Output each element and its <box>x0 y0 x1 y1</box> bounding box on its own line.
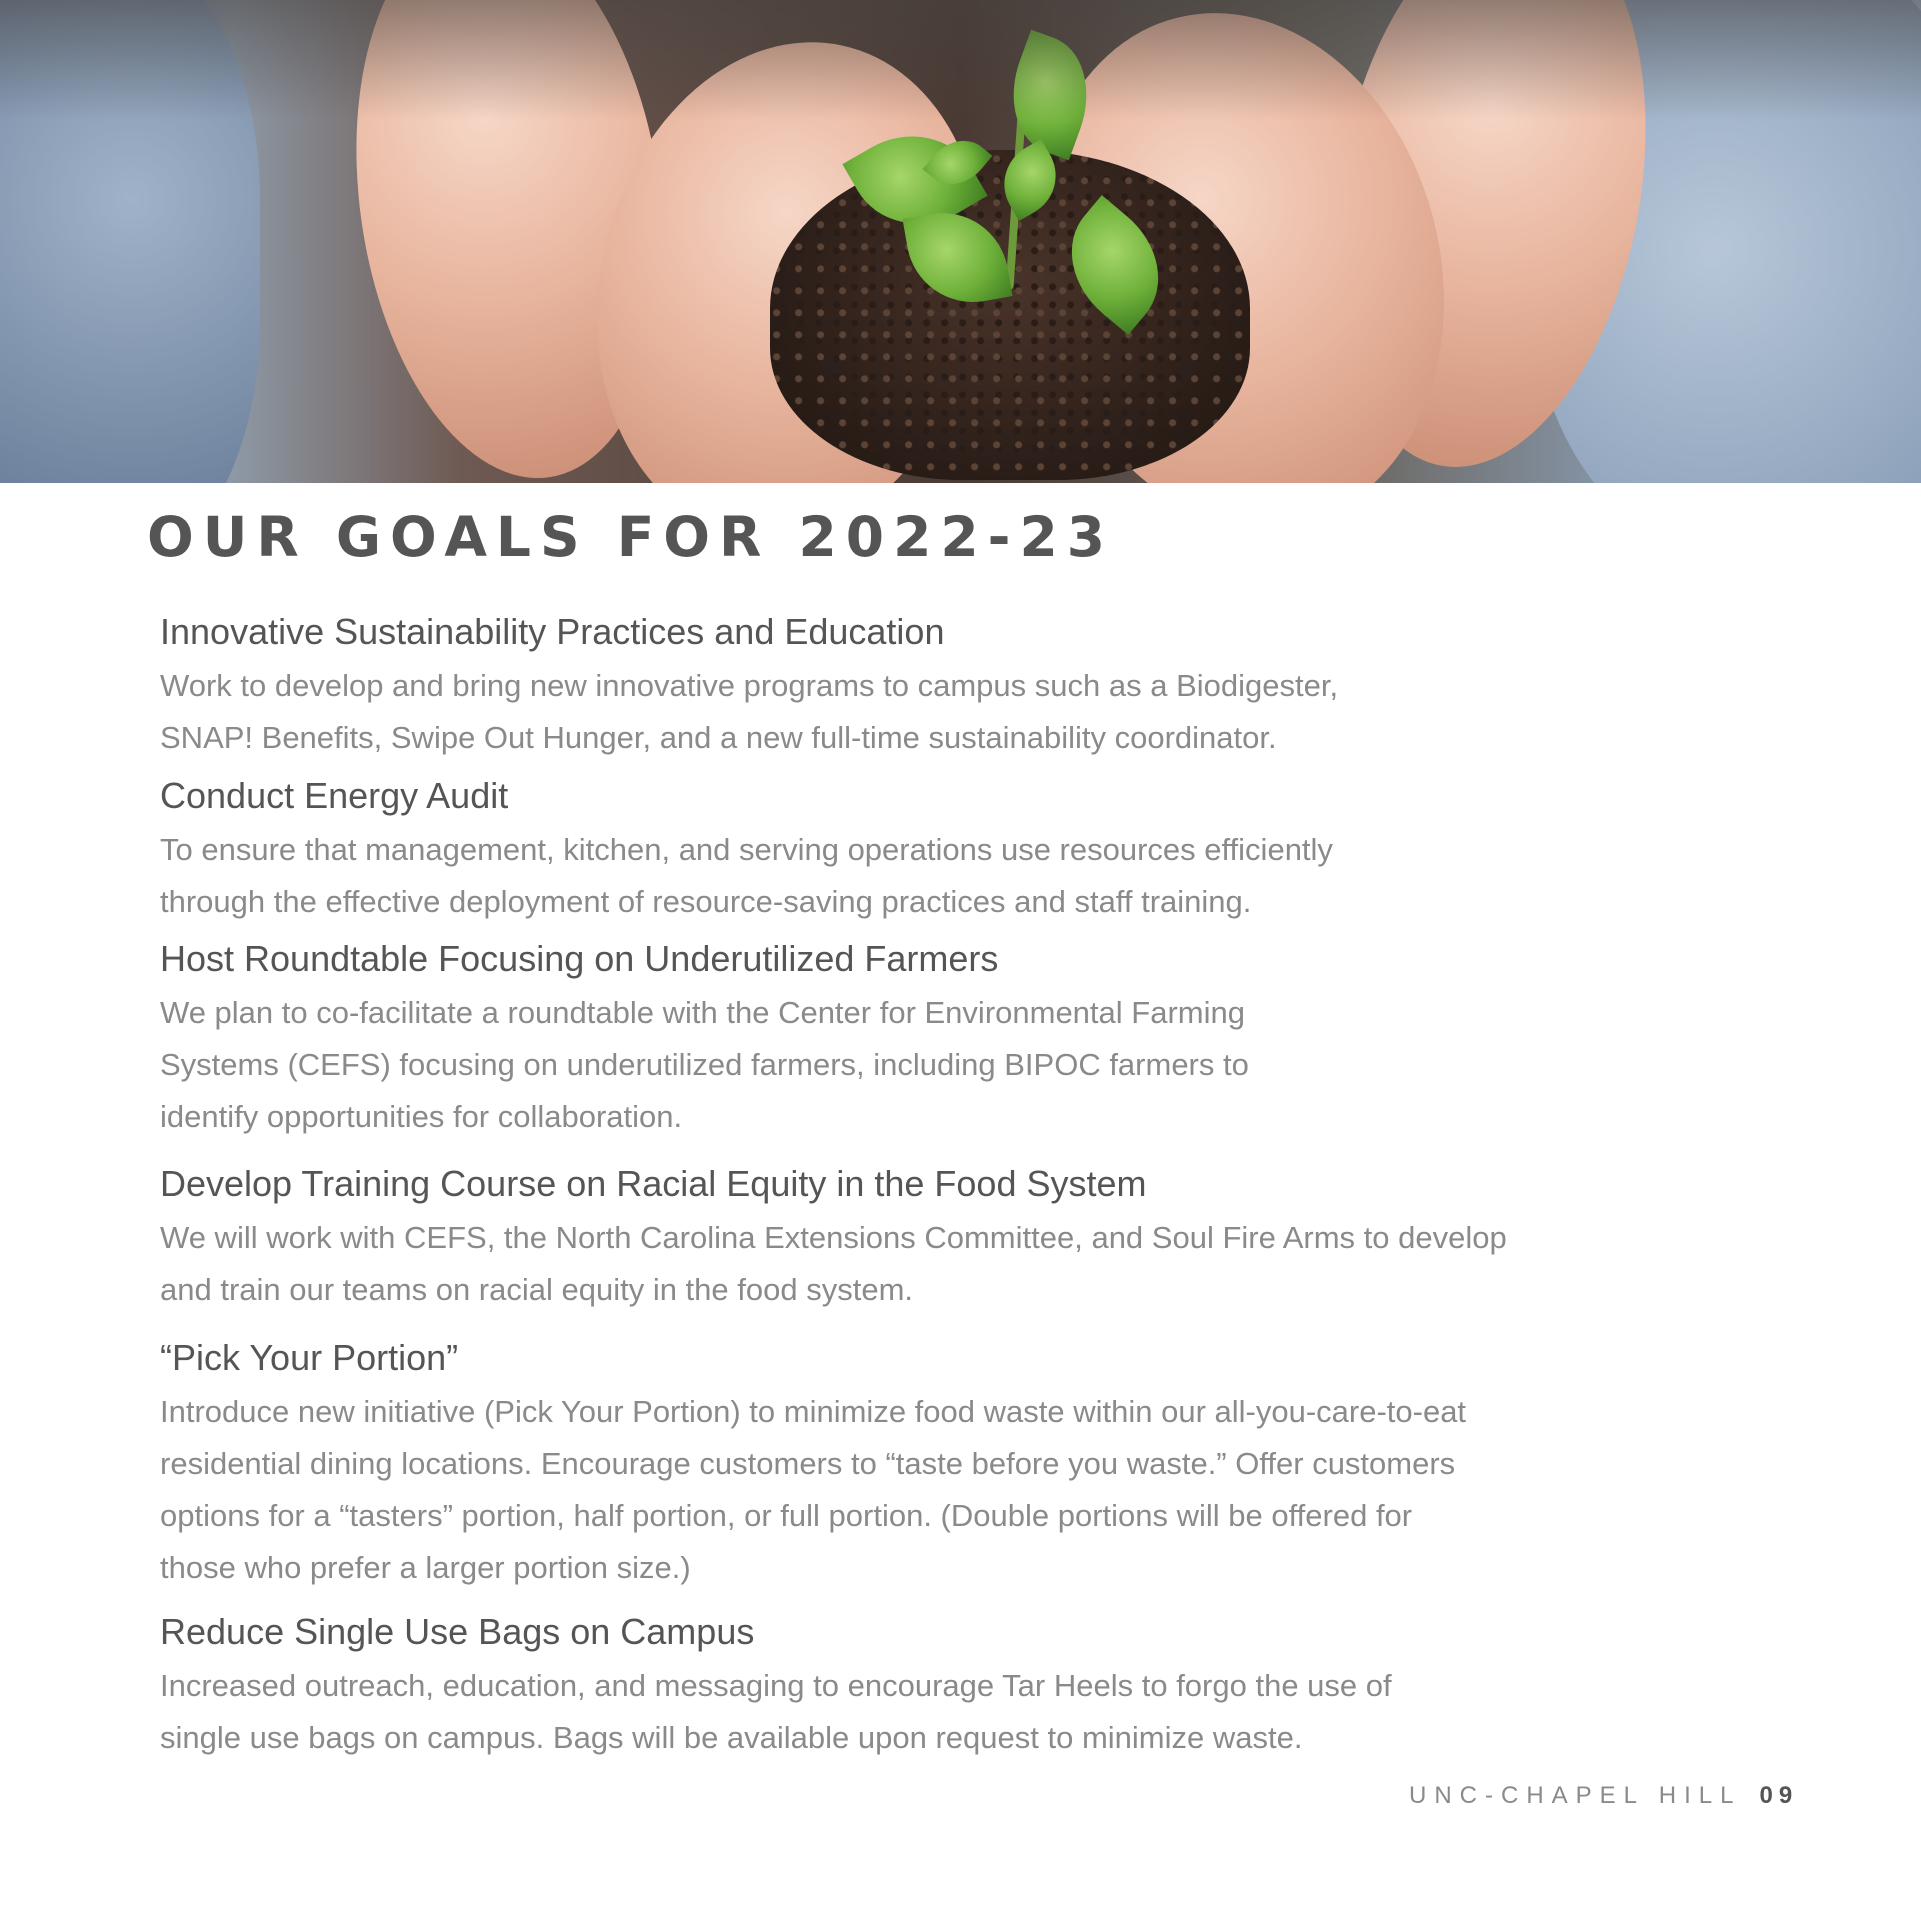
goal-body <box>160 1660 1800 1764</box>
page-title: OUR GOALS FOR 2022-23 <box>147 505 1114 569</box>
hero-photo <box>0 0 1921 483</box>
goal-line: through the effective deployment of resource-saving practices and staff training. <box>160 884 1252 919</box>
goal-line: identify opportunities for collaboration. <box>160 1099 683 1134</box>
goal-line: and train our teams on racial equity in the food system. <box>160 1272 914 1307</box>
goal-heading: Host Roundtable Focusing on Underutilized Farmers <box>160 938 999 979</box>
goal-heading: Innovative Sustainability Practices and Education <box>160 611 945 652</box>
goal-line: Increased outreach, education, and messaging to encourage Tar Heels to forgo the use of <box>160 1668 1392 1703</box>
goal-body <box>160 987 1800 1143</box>
goal-body <box>160 1386 1800 1594</box>
goal-line: To ensure that management, kitchen, and serving operations use resources efficiently <box>160 832 1333 867</box>
goal-line: We plan to co-facilitate a roundtable with the Center for Environmental Farming <box>160 995 1245 1030</box>
goal-item <box>160 1336 1800 1594</box>
goal-line: SNAP! Benefits, Swipe Out Hunger, and a new full-time sustainability coordinator. <box>160 720 1277 755</box>
goal-line: those who prefer a larger portion size.) <box>160 1550 691 1585</box>
goal-line: Introduce new initiative (Pick Your Portion) to minimize food waste within our all-you-care-to-eat <box>160 1394 1467 1429</box>
goal-heading: Conduct Energy Audit <box>160 775 509 816</box>
goal-line: single use bags on campus. Bags will be available upon request to minimize waste. <box>160 1720 1303 1755</box>
goal-body <box>160 824 1800 928</box>
goal-line: Systems (CEFS) focusing on underutilized farmers, including BIPOC farmers to <box>160 1047 1249 1082</box>
goal-heading: “Pick Your Portion” <box>160 1337 459 1378</box>
goal-line: options for a “tasters” portion, half portion, or full portion. (Double portions will be offered for <box>160 1498 1413 1533</box>
goal-heading: Develop Training Course on Racial Equity in the Food System <box>160 1163 1147 1204</box>
page-number: 09 <box>1759 1782 1799 1809</box>
page-footer <box>1409 1782 1798 1810</box>
hero-shade <box>0 0 1921 120</box>
goal-line: Work to develop and bring new innovative programs to campus such as a Biodigester, <box>160 668 1339 703</box>
goal-line: residential dining locations. Encourage customers to “taste before you waste.” Offer customers <box>160 1446 1456 1481</box>
goal-body <box>160 1212 1800 1316</box>
goal-item <box>160 1610 1800 1764</box>
goal-line: We will work with CEFS, the North Carolina Extensions Committee, and Soul Fire Arms to develop <box>160 1220 1507 1255</box>
goal-item <box>160 610 1800 764</box>
goal-item <box>160 774 1800 928</box>
goal-item <box>160 1162 1800 1316</box>
goal-item <box>160 937 1800 1143</box>
footer-org: UNC-CHAPEL HILL <box>1409 1782 1742 1809</box>
goal-body <box>160 660 1800 764</box>
goal-heading: Reduce Single Use Bags on Campus <box>160 1611 755 1652</box>
